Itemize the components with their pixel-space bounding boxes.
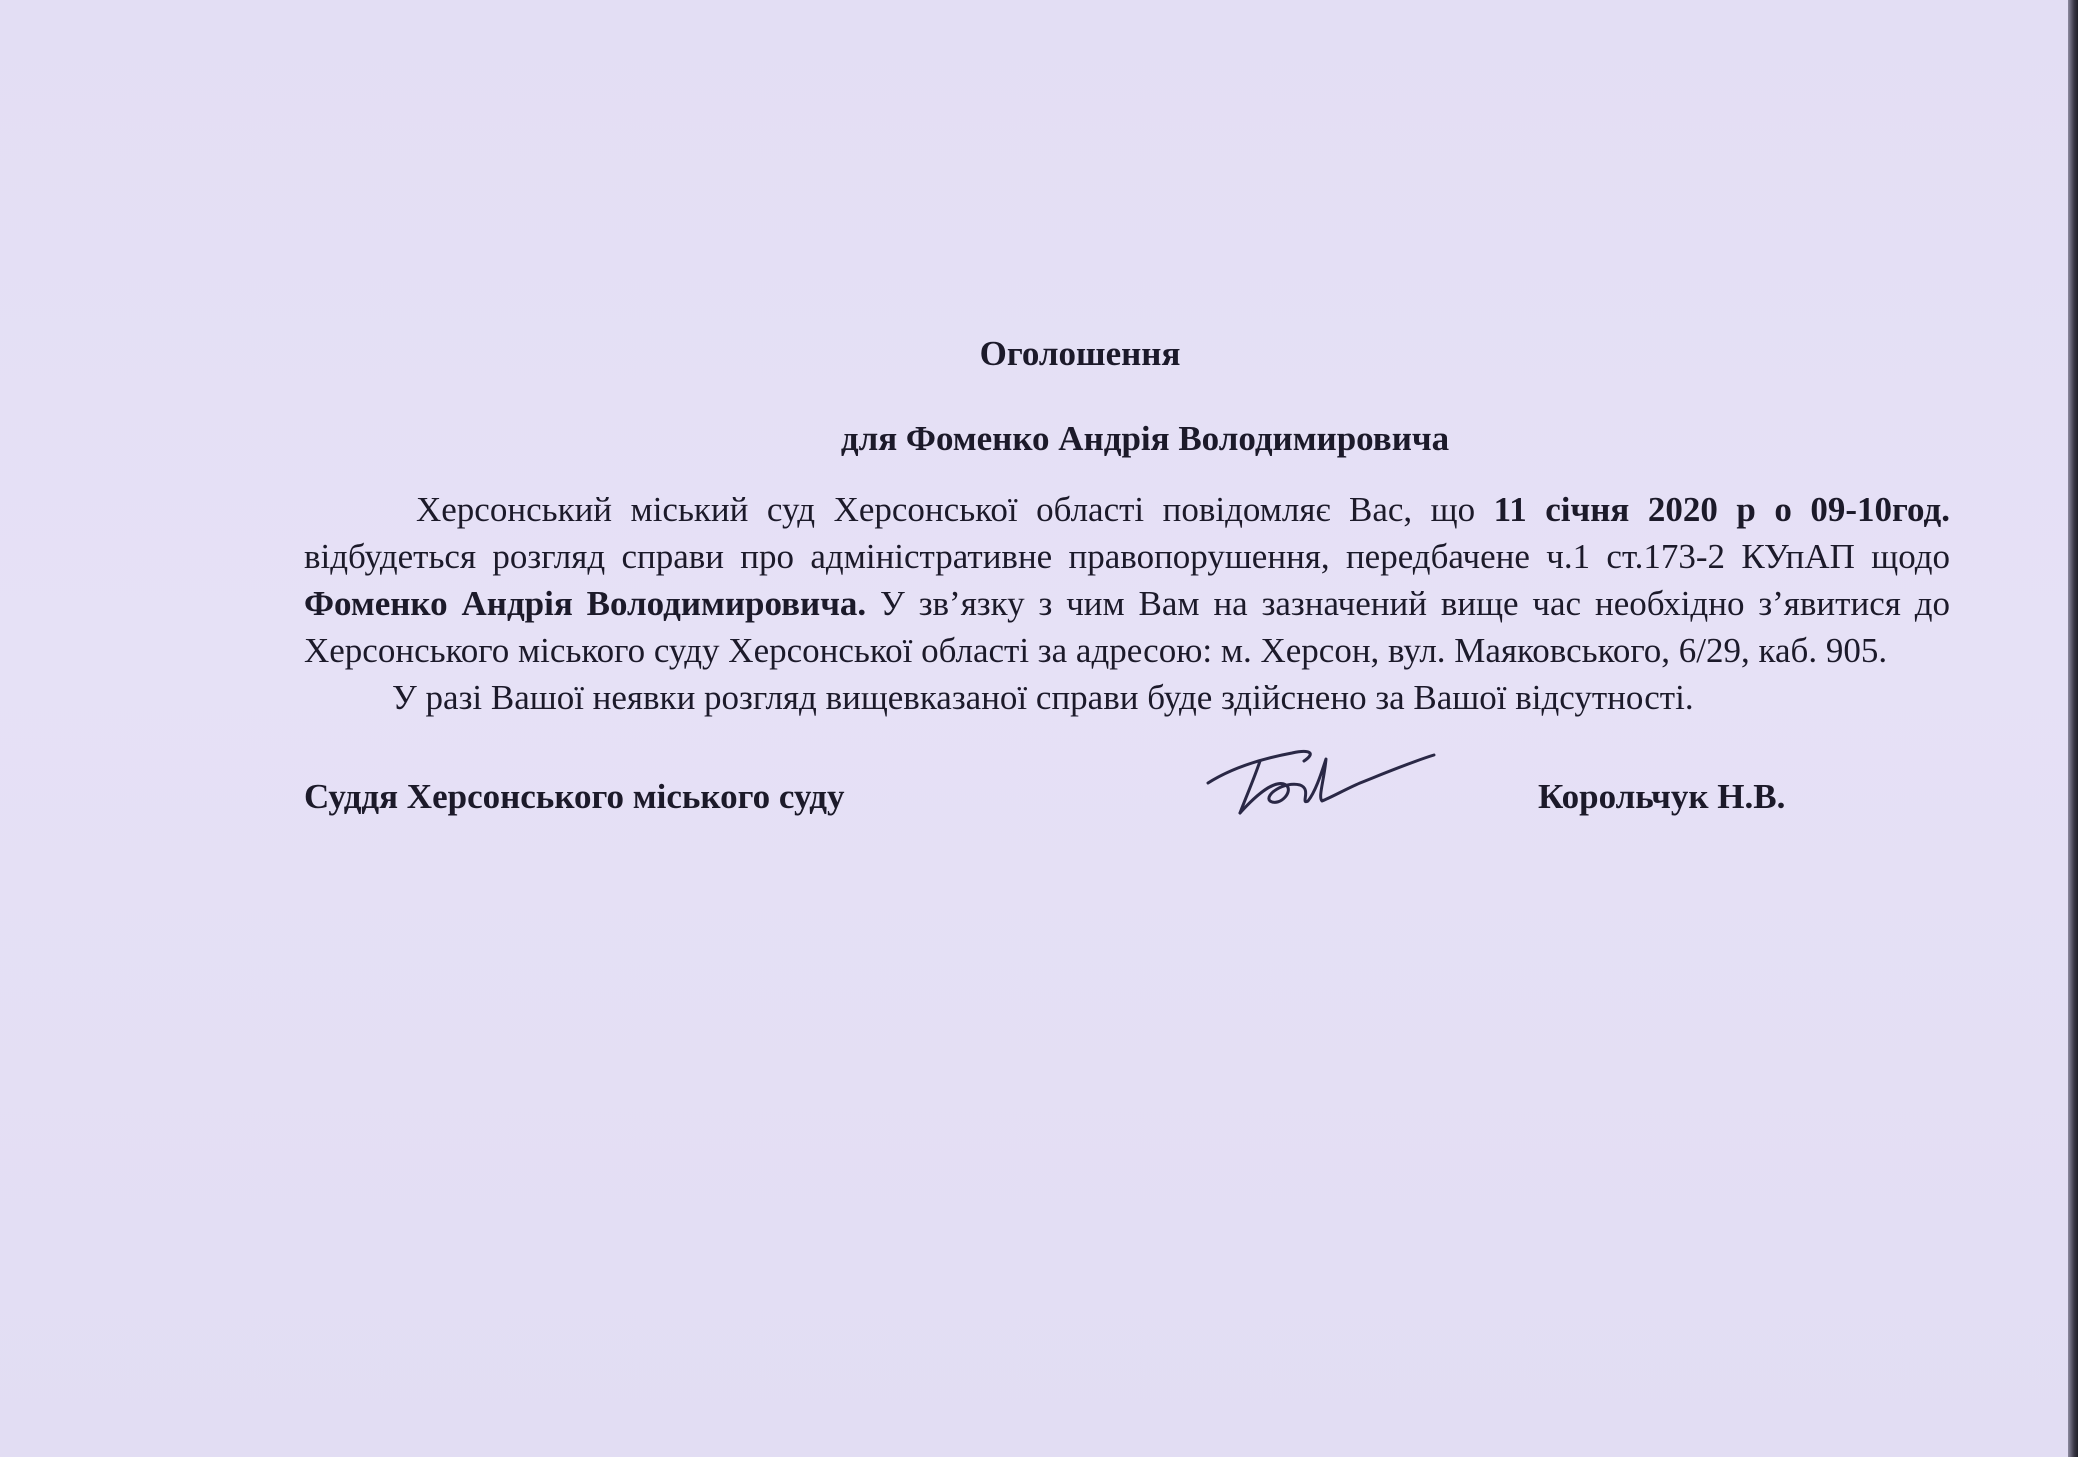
paragraph1-part1: Херсонський міський суд Херсонської області повідомляє Вас, що: [416, 490, 1494, 529]
handwritten-signature: [1200, 731, 1440, 821]
document-subtitle: для Фоменко Андрія Володимировича: [840, 419, 1450, 458]
hearing-date: 11 січня 2020 р о 09-10год.: [1493, 490, 1950, 529]
document-body: [304, 330, 1950, 831]
absence-paragraph: У разі Вашої неявки розгляд вищевказаної справи буде здійснено за Вашої відсутності.: [392, 678, 1694, 717]
table-edge-shadow: [2068, 0, 2078, 1457]
paragraph1-part2: відбудеться розгляд справи про адміністративне правопорушення, передбачене ч.1 ст.173-2 КУпАП щодо: [304, 537, 1950, 576]
defendant-name: Фоменко Андрія Володимировича.: [304, 584, 867, 623]
judge-title: Суддя Херсонського міського суду: [304, 777, 845, 816]
judge-name: Корольчук Н.В.: [1538, 777, 1786, 816]
document-title: Оголошення: [979, 334, 1181, 373]
signature-row: [304, 741, 1950, 831]
main-paragraph: [304, 486, 1950, 674]
paragraph1-part3: У зв’язку з чим Вам на зазначений вище час необхідно з’явитися до Херсонського міського суду Херсонської області за адресою: м. Херсон, вул. Маяковського, 6/29, каб. 905.: [304, 584, 1950, 670]
